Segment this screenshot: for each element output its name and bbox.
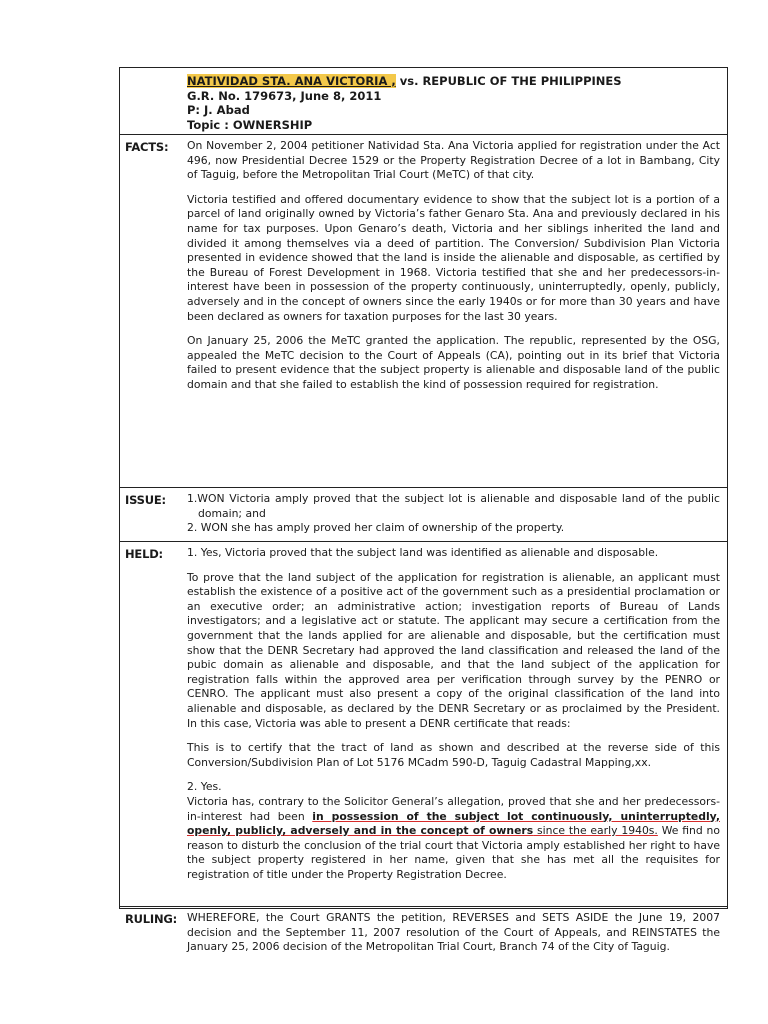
held-content — [187, 546, 720, 892]
facts-content — [187, 139, 720, 403]
topic: Topic : OWNERSHIP — [187, 117, 313, 132]
certificate-quote: This is to certify that the tract of land as shown and described at the reverse side of this Conversion/Subdivision Plan of Lot 5176 MCadm 590-D, Taguig Cadastral Mapping,xx. — [187, 741, 720, 769]
ruling-label: RULING: — [125, 912, 178, 926]
case-digest-table — [119, 67, 728, 954]
gr-number: G.R. No. 179673, June 8, 2011 — [187, 88, 382, 103]
ruling-content — [187, 911, 720, 965]
issue-list — [187, 492, 720, 536]
held-label: HELD: — [125, 547, 163, 561]
issue-row — [120, 487, 727, 541]
underlined-text: since the early 1940s. — [533, 824, 658, 838]
emphasized-text: in possession of the subject lot continuously, uninterruptedly, openly, publicly, adversely and in the concept of owners — [187, 809, 720, 838]
case-header — [187, 74, 622, 132]
ruling-text: WHEREFORE, the Court GRANTS the petition, REVERSES and SETS ASIDE the June 19, 2007 decision and the September 11, 2007 resolution of the Court of Appeals, and REINSTATES the January 25, 2006 decision of the Metropolitan Trial Court, Branch 74 of the City of Taguig. — [187, 911, 720, 954]
case-title — [187, 74, 622, 89]
facts-label: FACTS: — [125, 140, 169, 154]
ruling-row — [120, 906, 727, 972]
facts-paragraph: On November 2, 2004 petitioner Natividad Sta. Ana Victoria applied for registration under the Act 496, now Presidential Decree 1529 or the Property Registration Decree of a lot in Bambang, City of Taguig, before the Metropolitan Trial Court (MeTC) of that city. — [187, 139, 720, 182]
facts-row — [120, 134, 727, 487]
held-row — [120, 541, 727, 906]
facts-paragraph: On January 25, 2006 the MeTC granted the application. The republic, represented by the OSG, appealed the MeTC decision to the Court of Appeals (CA), pointing out in its brief that Victoria failed to present evidence that the subject property is alienable and disposable land of the public domain and that she failed to establish the kind of possession required for registration. — [187, 334, 720, 391]
issue-item: 1.WON Victoria amply proved that the subject lot is alienable and disposable land of the public domain; and — [187, 492, 720, 520]
issue-content — [187, 492, 720, 536]
held-number: 2. Yes. — [187, 780, 222, 794]
issue-item: 2. WON she has amply proved her claim of ownership of the property. — [187, 521, 565, 535]
held-paragraph: 1. Yes, Victoria proved that the subject land was identified as alienable and disposable. — [187, 546, 659, 559]
held-paragraph: To prove that the land subject of the application for registration is alienable, an applicant must establish the existence of a positive act of the government such as a presidential proclamation or an executive order; an administrative action; investigation reports of Bureau of Lands investigators; and a legislative act or statute. The applicant may secure a certification from the government that the lands applied for are alienable and disposable, but the certification must show that the DENR Secretary had approved the land classification and released the land of the pubic domain as alienable and disposable, and that the land subject of the application for registration falls within the approved area per verification through survey by the PENRO or CENRO. The applicant must also present a copy of the original classification of the land into alienable and disposable, as declared by the DENR Secretary or as proclaimed by the President. In this case, Victoria was able to present a DENR certificate that reads: — [187, 570, 720, 730]
held-paragraph-2 — [187, 780, 720, 882]
held-text: Victoria has, contrary to the Solicitor General’s allegation, proved that she and her predecessors-in-interest had been — [187, 794, 720, 823]
ponente: P: J. Abad — [187, 103, 250, 118]
held-text: We find no reason to disturb the conclusion of the trial court that Victoria amply established her right to have the subject property registered in her name, given that she has met all the requisites for registration of title under the Property Registration Decree. — [187, 824, 720, 881]
respondent-name: vs. REPUBLIC OF THE PHILIPPINES — [395, 74, 622, 88]
facts-paragraph: Victoria testified and offered documentary evidence to show that the subject lot is a portion of a parcel of land originally owned by Victoria’s father Genaro Sta. Ana and previously declared in his name for tax purposes. Upon Genaro’s death, Victoria and her siblings inherited the land and divided it among themselves via a deed of partition. The Conversion/ Subdivision Plan Victoria presented in evidence showed that the land is inside the alienable and disposable, as certified by the Bureau of Forest Development in 1968. Victoria testified that she and her predecessors-in-interest have been in possession of the property continuously, uninterruptedly, openly, publicly, adversely and in the concept of owners since the early 1940s or for more than 30 years and have been declared as owners for taxation purposes for the last 30 years. — [187, 192, 720, 323]
petitioner-name: NATIVIDAD STA. ANA VICTORIA , — [187, 74, 396, 88]
header-row — [120, 68, 727, 134]
issue-label: ISSUE: — [125, 493, 166, 507]
